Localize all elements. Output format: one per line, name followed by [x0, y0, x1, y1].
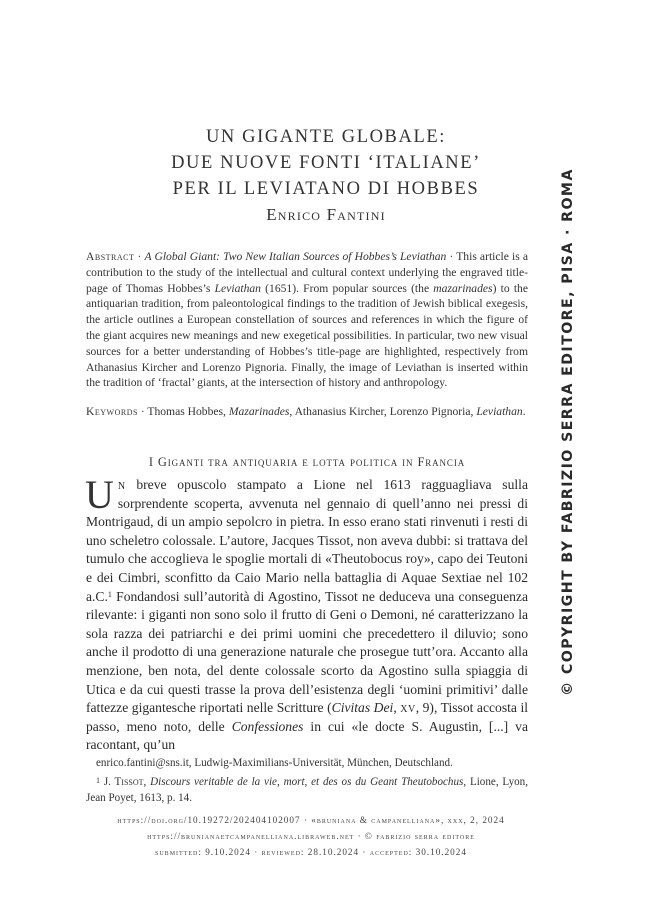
- abstract-label: Abstract: [86, 250, 135, 263]
- body-text-e: in cui «le docte S. Augustin, [...] va racontant, qu’un: [86, 718, 528, 753]
- article-title: [86, 124, 566, 202]
- abstract-english-title: A Global Giant: Two New Italian Sources of Hobbes’s Leviathan: [144, 250, 447, 263]
- civitas-book: xv: [400, 700, 416, 716]
- keywords-text-b: , Athanasius Kircher, Lorenzo Pignoria,: [289, 405, 477, 418]
- footnote-1: [86, 775, 528, 806]
- keywords-leviathan: Leviathan: [476, 405, 523, 418]
- abstract-leviathan: Leviathan: [214, 281, 261, 295]
- abstract: [86, 249, 528, 391]
- footnote-author: J. Tissot: [100, 776, 144, 788]
- section-heading: I Giganti tra antiquaria e lotta politica in Francia: [148, 455, 466, 469]
- abstract-text-c: ) to the antiquarian tradition, from paleontological findings to the tradition of Jewish biblical exegesis, the article outlines a European constellation of sources and references in which the figure of the giant acquires new meanings and new exegetical possibilities. In particular, two new visual sources for a better understanding of Hobbes’s title-page are highlighted, respectively from Athanasius Kircher and Lorenzo Pignoria. Finally, the image of Leviathan is inserted within the tradition of ‘fractal’ giants, at the intersection of history and anthropology.: [86, 281, 528, 390]
- author-affiliation: [86, 756, 528, 772]
- copyright-text: © COPYRIGHT BY FABRIZIO SERRA EDITORE, PISA · ROMA: [560, 168, 576, 696]
- civitas-dei: Civitas Dei: [331, 700, 394, 716]
- abstract-text-a: · This article is a contribution to the study of the intellectual and cultural context underlying the engraved title-page of Thomas Hobbes’s: [86, 250, 528, 295]
- drop-cap: U: [85, 472, 114, 517]
- dates-line: submitted: 9.10.2024 · reviewed: 28.10.2024 · accepted: 30.10.2024: [155, 847, 467, 857]
- confessiones: Confessiones: [231, 718, 304, 734]
- footnote-number: 1: [96, 776, 100, 785]
- url-line: https://brunianaetcampanelliana.libraweb.net · © fabrizio serra editore: [147, 831, 475, 841]
- body-text-d: , 9), Tissot accosta il passo, meno noto, delle: [86, 700, 529, 734]
- keywords-label: Keywords: [86, 405, 138, 418]
- abstract-text-b: (1651). From popular sources (the: [260, 281, 434, 295]
- abstract-mazarinades: mazarinades: [433, 281, 493, 295]
- keywords: [86, 404, 528, 420]
- body-text-c: ,: [393, 700, 401, 716]
- author-name: Enrico Fantini: [266, 205, 386, 224]
- author-email: enrico.fantini@sns.it, Ludwig-Maximilians-Universität, München, Deutschland.: [96, 757, 453, 769]
- footnote-title: Discours veritable de la vie, mort, et des os du Geant Theutobochus: [150, 776, 464, 788]
- keywords-end: .: [522, 405, 526, 418]
- body-text-b: Fondandosi sull’autorità di Agostino, Tissot ne deduceva una conseguenza rilevante: i giganti non sono solo il frutto di Geni o Demoni, né caratterizzano la sola razza dei patriarchi e dei primi uomini che precedettero il diluvio; sono anche il prodotto di una generazione naturale che prosegue tutt’ora. Accanto alla menzione, ben nota, del dente colossale scorto da Agostino sulla spiaggia di Utica e da cui questi trasse la prova dell’esistenza degli ‘uomini primitivi’ dalle fattezze gigantesche riportati nelle Scritture (: [86, 588, 528, 716]
- title-line-3: PER IL LEVIATANO DI HOBBES: [172, 179, 480, 199]
- first-word: n: [117, 477, 126, 492]
- keywords-mazarinades: Mazarinades: [228, 405, 290, 418]
- body-text: [85, 472, 529, 755]
- title-line-2: DUE NUOVE FONTI ‘ITALIANE’: [171, 153, 481, 173]
- keywords-text-a: · Thomas Hobbes,: [137, 405, 229, 418]
- body-text-a: breve opuscolo stampato a Lione nel 1613 ragguagliava sulla sorprendente scoperta, avvenuta nel gennaio di quell’anno nei pressi di Montrigaud, di un ampio sepolcro in pietra. In esso erano stati rinvenuti i resti di uno scheletro colossale. L’autore, Jacques Tissot, non aveva dubbi: si trattava del tumulo che accoglieva le spoglie mortali di «Theutobocus roy», capo dei Teutoni e dei Cimbri, sconfitto da Caio Mario nella battaglia di Aquae Sextiae nel 102 a.C.: [86, 477, 528, 604]
- footnote-text-b: , Lione, Lyon, Jean Poyet, 1613, p. 14.: [86, 776, 528, 804]
- title-line-1: UN GIGANTE GLOBALE:: [205, 127, 447, 147]
- footnote-ref-1[interactable]: 1: [107, 589, 112, 599]
- doi-line: https://doi.org/10.19272/202404102007 · «bruniana & campanelliana», xxx, 2, 2024: [117, 815, 505, 825]
- abstract-separator: ·: [134, 250, 145, 263]
- footnote-text-a: ,: [143, 776, 151, 788]
